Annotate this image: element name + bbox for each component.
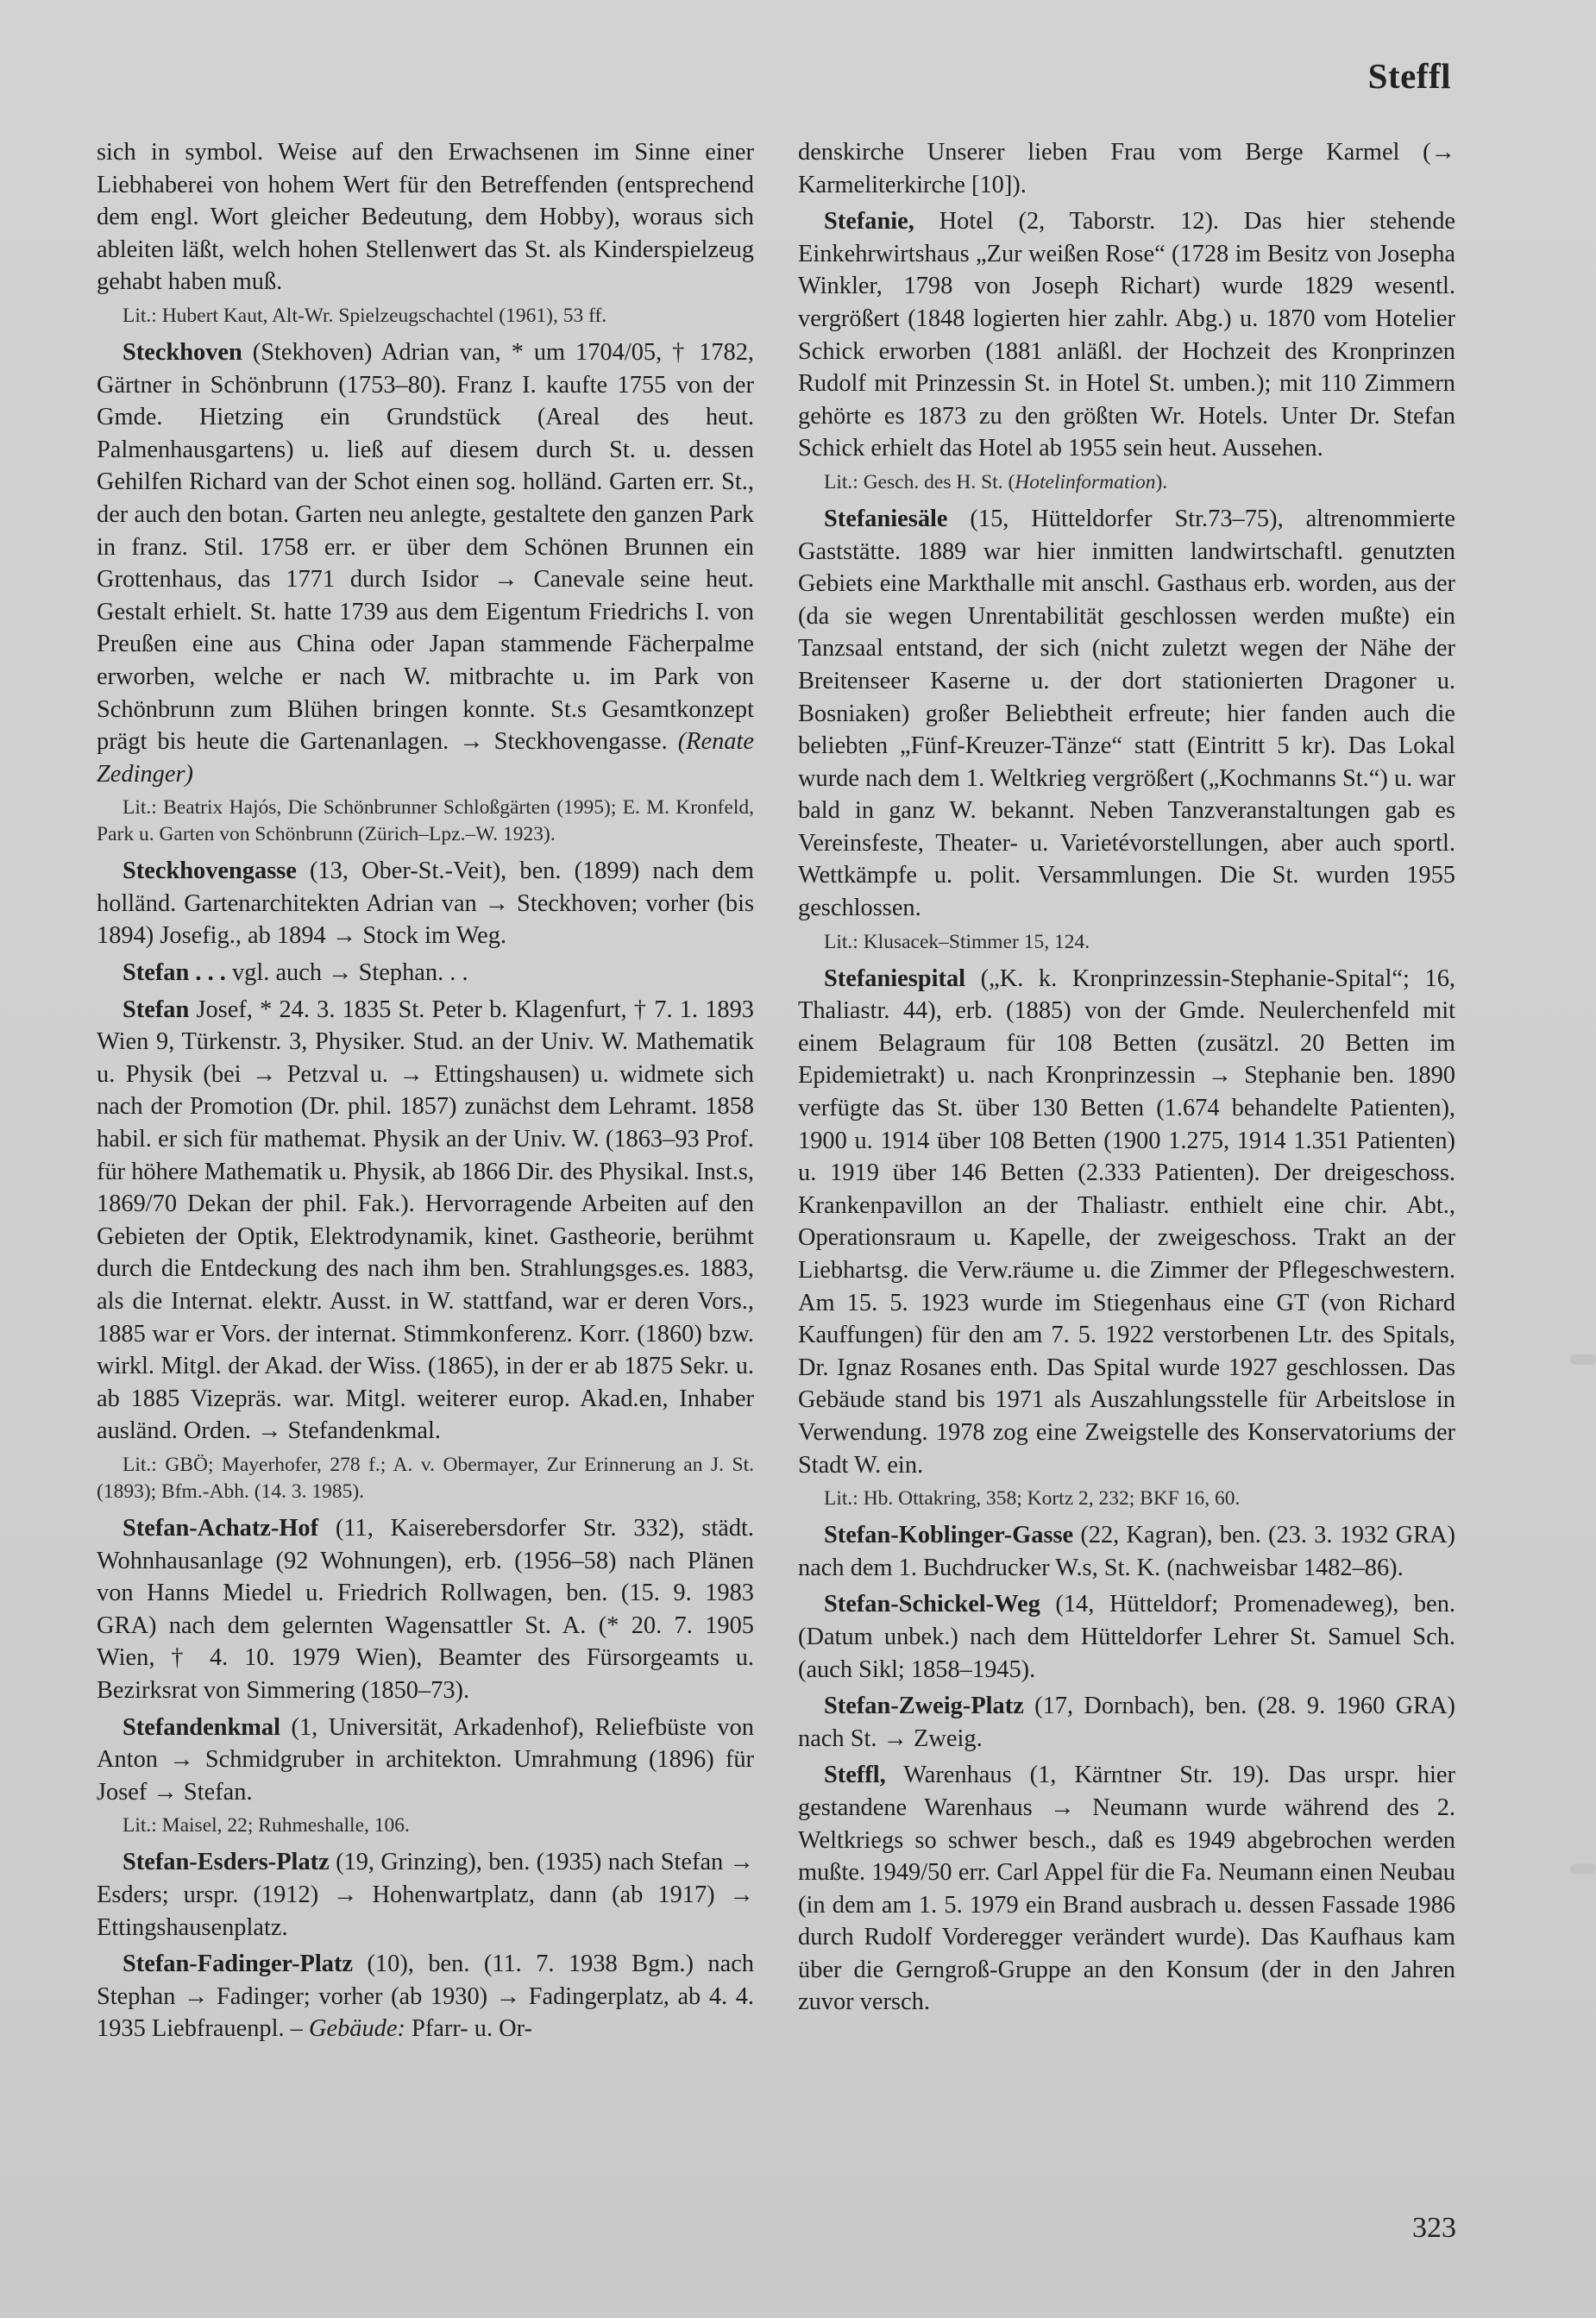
entry-headword: Steckhovengasse <box>123 857 297 885</box>
lit-after: ). <box>1155 470 1168 493</box>
scan-mark <box>1570 1354 1596 1365</box>
entry-headword: Stefan-Achatz-Hof <box>123 1514 319 1542</box>
right-column <box>798 136 1455 2023</box>
entry-headword: Stefan-Fadinger-Platz <box>123 1951 354 1978</box>
lexicon-entry <box>97 1712 754 1809</box>
entry-text: (17, Dornbach), ben. (28. 9. 1960 GRA) nach St. → Zweig. <box>798 1693 1455 1752</box>
entry-continuation <box>798 136 1455 201</box>
lexicon-entry <box>97 1846 754 1944</box>
entry-text: denskirche Unserer lieben Frau vom Berge Karmel (→ Karmeliterkirche [10]). <box>798 139 1455 198</box>
lexicon-entry <box>97 1512 754 1707</box>
entry-text: (10), ben. (11. 7. 1938 Bgm.) nach Stephan → Fadinger; vorher (ab 1930) → Fadingerplatz, ab 4. 4. 1935 Liebfrauenpl. – <box>97 1951 754 2043</box>
entry-headword: Stefan . . . <box>123 959 226 987</box>
entry-text: Hotel (2, Taborstr. 12). Das hier stehende Einkehrwirtshaus „Zur weißen Rose“ (1728 im Besitz von Josepha Winkler, 1798 von Joseph Richart) wurde 1829 wesentl. vergrößert (1848 logierten hier zahlr. Abg.) u. 1870 vom Hotelier Schick erworben (1881 anläßl. der Hochzeit des Kronprinzen Rudolf mit Prinzessin St. in Hotel St. umben.); mit 110 Zimmern gehörte es 1873 zu den größten Wr. Hotels. Unter Dr. Stefan Schick erhielt das Hotel ab 1955 sein heut. Aussehen. <box>798 208 1455 462</box>
lexicon-entry <box>798 503 1455 925</box>
lit-text: Lit.: Beatrix Hajós, Die Schönbrunner Schloßgärten (1995); E. M. Kronfeld, Park u. Garten von Schönbrunn (Zürich–Lpz.–W. 1923). <box>97 796 754 846</box>
entry-text: Warenhaus (1, Kärntner Str. 19). Das urspr. hier gestandene Warenhaus → Neumann wurde während des 2. Weltkriegs so schwer besch., daß es 1949 abgebrochen werden mußte. 1949/50 err. Carl Appel für die Fa. Neumann einen Neubau (in dem am 1. 5. 1979 ein Brand ausbrach u. dessen Fassade 1986 durch Rudolf Vorderegger verändert wurde). Das Kaufhaus kam über die Gerngroß-Gruppe an den Konsum (der in den Jahren zuvor versch. <box>798 1762 1455 2016</box>
lit-text: Lit.: Hb. Ottakring, 358; Kortz 2, 232; BKF 16, 60. <box>824 1487 1241 1511</box>
lit-text: Lit.: Gesch. des H. St. ( <box>824 470 1015 493</box>
entry-headword: Stefan-Koblinger-Gasse <box>824 1522 1074 1549</box>
lit-text: Lit.: Hubert Kaut, Alt-Wr. Spielzeugschachtel (1961), 53 ff. <box>123 304 607 327</box>
entry-headword: Stefan-Schickel-Weg <box>824 1591 1040 1618</box>
running-head: Steffl <box>1367 56 1451 96</box>
entry-text: (Stekhoven) Adrian van, * um 1704/05, † 1782, Gärtner in Schönbrunn (1753–80). Franz I. kaufte 1755 von der Gmde. Hietzing ein Grundstück (Areal des heut. Palmenhausgartens) u. ließ auf diesem durch St. u. dessen Gehilfen Richard van der Schot einen sog. holländ. Garten err. St., der auch den botan. Garten neu anlegte, gestaltete den ganzen Park in franz. Stil. 1758 err. er über dem Schönen Brunnen ein Grottenhaus, das 1771 durch Isidor → Canevale seine heut. Gestalt erhielt. St. hatte 1739 aus dem Eigentum Friedrichs I. von Preußen eine aus China oder Japan stammende Fächerpalme erworben, welche er nach W. mitbrachte u. im Park von Schönbrunn zum Blühen bringen konnte. St.s Gesamtkonzept prägt bis heute die Gartenanlagen. → Steckhovengasse. <box>97 338 754 756</box>
lexicon-entry <box>97 1948 754 2045</box>
lexicon-entry <box>97 957 754 989</box>
entry-headword: Stefaniesäle <box>824 505 948 532</box>
lexicon-entry <box>97 855 754 952</box>
lexicon-entry <box>798 1759 1455 2019</box>
entry-headword: Stefan-Zweig-Platz <box>824 1693 1024 1720</box>
lit-text: Lit.: GBÖ; Mayerhofer, 278 f.; A. v. Obermayer, Zur Erinnerung an J. St. (1893); Bfm.-Abh. (14. 3. 1985). <box>97 1453 754 1503</box>
scan-mark <box>1570 1863 1596 1874</box>
entry-headword: Stefaniespital <box>824 964 966 992</box>
lexicon-entry <box>798 205 1455 465</box>
literature-reference <box>798 469 1455 496</box>
left-column <box>97 136 754 2050</box>
lexicon-entry <box>798 963 1455 1482</box>
entry-text: (19, Grinzing), ben. (1935) nach Stefan → Esders; urspr. (1912) → Hohenwartplatz, dann (ab 1917) → Ettingshausenplatz. <box>97 1849 754 1941</box>
entry-continuation <box>97 136 754 298</box>
entry-headword: Stefanie, <box>824 208 914 236</box>
lit-text: Lit.: Maisel, 22; Ruhmeshalle, 106. <box>123 1814 410 1837</box>
entry-text: (1, Universität, Arkadenhof), Reliefbüste von Anton → Schmidgruber in architekton. Umrahmung (1896) für Josef → Stefan. <box>97 1713 754 1806</box>
entry-text: Josef, * 24. 3. 1835 St. Peter b. Klagenfurt, † 7. 1. 1893 Wien 9, Türkenstr. 3, Physiker. Stud. an der Univ. W. Mathematik u. Physik (bei → Petzval u. → Ettingshausen) u. widmete sich nach der Promotion (Dr. phil. 1857) zunächst dem Lehramt. 1858 habil. er sich für mathemat. Physik an der Univ. W. (1863–93 Prof. für höhere Mathematik u. Physik, ab 1866 Dir. des Physikal. Inst.s, 1869/70 Dekan der phil. Fak.). Hervorragende Arbeiten auf den Gebieten der Optik, Elektrodynamik, kinet. Gastheorie, berühmt durch die Entdeckung des nach ihm ben. Strahlungsges.es. 1883, als die Internat. elektr. Ausst. in W. stattfand, war er deren Vors., 1885 war er Vors. der internat. Stimmkonferenz. Korr. (1860) bzw. wirkl. Mitgl. der Akad. der Wiss. (1865), in der er ab 1875 Sekr. u. ab 1885 Vizepräs. war. Mitgl. weiterer europ. Akad.en, Inhaber ausländ. Orden. → Stefandenkmal. <box>97 996 754 1445</box>
lit-text: Lit.: Klusacek–Stimmer 15, 124. <box>824 930 1090 953</box>
entry-headword: Stefandenkmal <box>123 1713 280 1741</box>
lexicon-entry <box>798 1588 1455 1686</box>
lexicon-entry <box>97 994 754 1448</box>
entry-headword: Steffl, <box>824 1762 886 1789</box>
lexicon-entry <box>798 1519 1455 1584</box>
entry-text: (22, Kagran), ben. (23. 3. 1932 GRA) nach dem 1. Buchdrucker W.s, St. K. (nachweisbar 1482–86). <box>798 1522 1455 1581</box>
entry-author: (Renate Zedinger) <box>97 728 754 788</box>
literature-reference <box>798 929 1455 956</box>
literature-reference <box>798 1486 1455 1512</box>
entry-text: vgl. auch → Stephan. . . <box>225 959 468 987</box>
entry-text: (11, Kaiserebersdorfer Str. 332), städt. Wohnhausanlage (92 Wohnungen), erb. (1956–58) nach Plänen von Hanns Miedel u. Friedrich Rollwagen, ben. (15. 9. 1983 GRA) nach dem gelernten Wagensattler St. A. (* 20. 7. 1905 Wien, † 4. 10. 1979 Wien), Beamter des Fürsorgeamts u. Bezirksrat von Simmering (1850–73). <box>97 1514 754 1704</box>
entry-text: („K. k. Kronprinzessin-Stephanie-Spital“; 16, Thaliastr. 44), erb. (1885) von der Gmde. Neulerchenfeld mit einem Belagraum für 108 Betten (zusätzl. 20 Betten im Epidemietrakt) u. nach Kronprinzessin → Stephanie ben. 1890 verfügte das St. über 130 Betten (1.674 behandelte Patienten), 1900 u. 1914 über 108 Betten (1900 1.275, 1914 1.351 Patienten) u. 1919 über 146 Betten (2.333 Patienten). Der dreigeschoss. Krankenpavillon an der Thaliastr. enthielt eine chir. Abt., Operationsraum u. Kapelle, der zweigeschoss. Trakt an der Liebhartsg. die Verw.räume u. die Zimmer der Pflegeschwestern. Am 15. 5. 1923 wurde im Stiegenhaus eine GT (von Richard Kauffungen) für den am 7. 5. 1922 verstorbenen Ltr. des Spitals, Dr. Ignaz Rosanes enth. Das Spital wurde 1927 geschlossen. Das Gebäude stand bis 1971 als Auszahlungsstelle für Arbeitslose in Verwendung. 1978 zog eine Zweigstelle des Konservatoriums der Stadt W. ein. <box>798 964 1455 1479</box>
entry-tail-italic: Gebäude: <box>308 2015 405 2043</box>
lexicon-entry <box>97 336 754 790</box>
entry-text: sich in symbol. Weise auf den Erwachsenen im Sinne einer Liebhaberei von hohem Wert für den Betreffenden (entsprechend dem engl. Wort gleicher Bedeutung, dem Hobby), woraus sich ableiten läßt, welch hohen Stellenwert das St. als Kinderspielzeug gehabt haben muß. <box>97 139 754 296</box>
entry-text: (15, Hütteldorfer Str.73–75), altrenommierte Gaststätte. 1889 war hier inmitten landwirtschaftl. genutzten Gebiets eine Markthalle mit anschl. Gasthaus erb. worden, aus der (da sie wegen Unrentabilität geschlossen werden mußte) ein Tanzsaal entstand, der sich (nicht zuletzt wegen der Nähe der Breitenseer Kaserne u. der dort stationierten Dragoner u. Bosniaken) großer Beliebtheit erfreute; hier fanden auch die beliebten „Fünf-Kreuzer-Tänze“ statt (Eintritt 5 kr). Das Lokal wurde nach dem 1. Weltkrieg vergrößert („Kochmanns St.“) u. war bald in ganz W. bekannt. Neben Tanzveranstaltungen gab es Vereinsfeste, Theater- u. Varietévorstellungen, aber auch sportl. Wettkämpfe u. polit. Versammlungen. Die St. wurden 1955 geschlossen. <box>798 505 1455 922</box>
lexicon-entry <box>798 1690 1455 1755</box>
entry-text: (14, Hütteldorf; Promenadeweg), ben. (Datum unbek.) nach dem Hütteldorfer Lehrer St. Samuel Sch. (auch Sikl; 1858–1945). <box>798 1591 1455 1683</box>
lit-italic: Hotelinformation <box>1015 470 1156 493</box>
entry-tail: Pfarr- u. Or- <box>405 2015 533 2043</box>
entry-headword: Stefan <box>123 996 190 1023</box>
literature-reference <box>97 1452 754 1505</box>
page-number: 323 <box>1412 2212 1456 2244</box>
literature-reference <box>97 795 754 848</box>
entry-headword: Steckhoven <box>123 338 242 366</box>
literature-reference <box>97 303 754 330</box>
entry-headword: Stefan-Esders-Platz <box>123 1849 330 1876</box>
literature-reference <box>97 1812 754 1839</box>
entry-text: (13, Ober-St.-Veit), ben. (1899) nach dem holländ. Gartenarchitekten Adrian van → Steckhoven; vorher (bis 1894) Josefig., ab 1894 → Stock im Weg. <box>97 857 754 950</box>
